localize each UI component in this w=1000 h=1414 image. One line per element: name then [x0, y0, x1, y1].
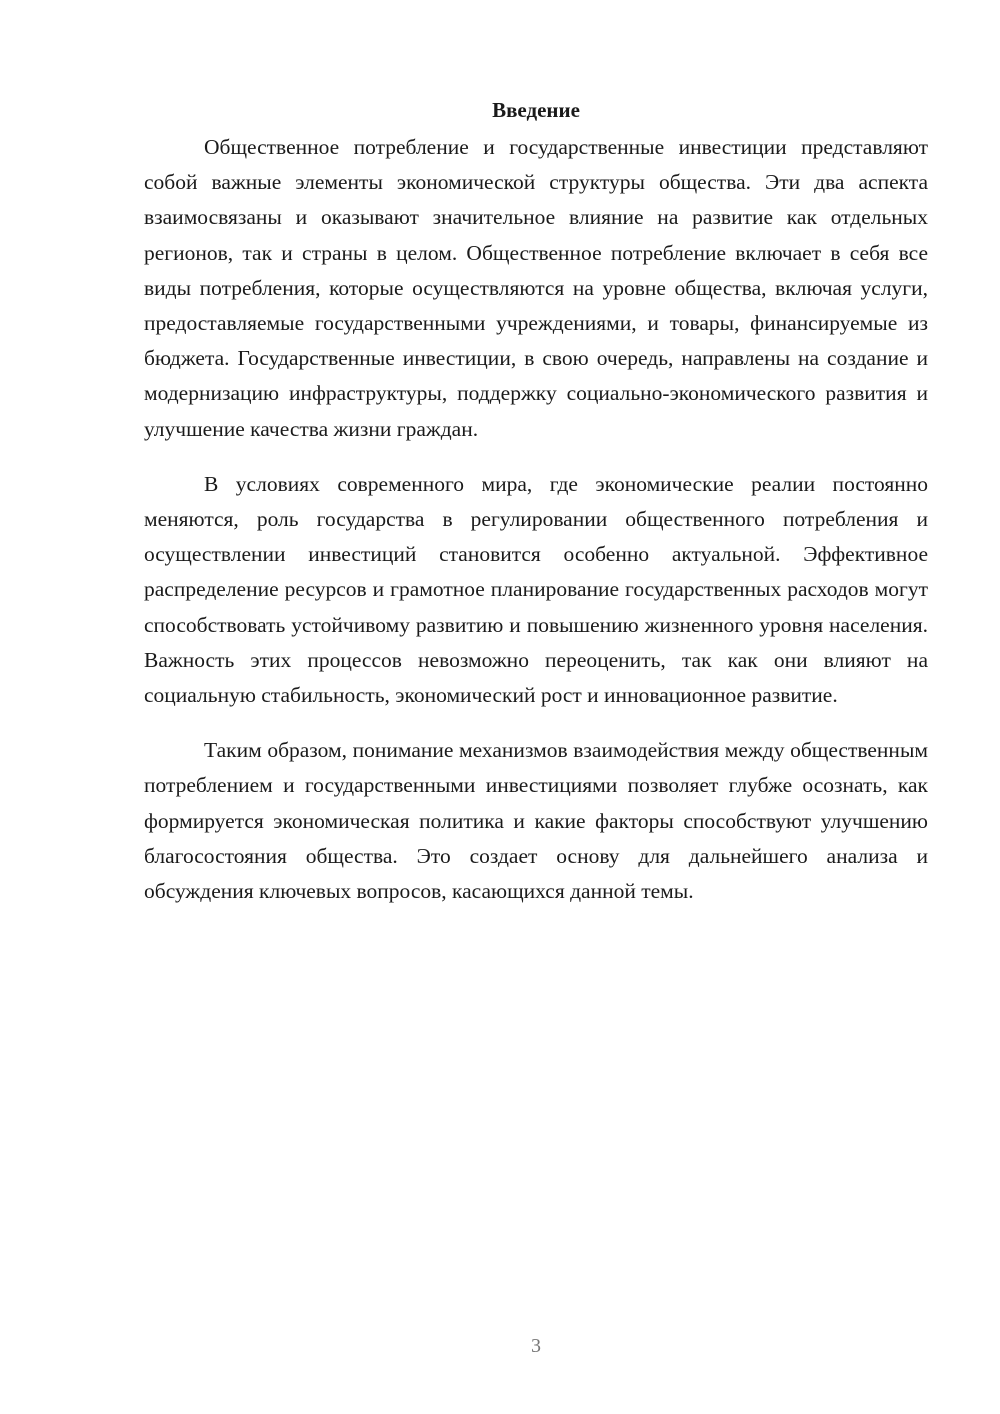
paragraph-2: В условиях современного мира, где экономические реалии постоянно меняются, роль государства в регулировании общественного потребления и осуществлении инвестиций становится особенно актуальной. Эффективное распределение ресурсов и грамотное планирование государственных расходов могут способствовать устойчивому развитию и повышению жизненного уровня населения. Важность этих процессов невозможно переоценить, так как они влияют на социальную стабильность, экономический рост и инновационное развитие.: [144, 471, 928, 708]
section-heading: Введение: [492, 98, 580, 122]
paragraph-3: Таким образом, понимание механизмов взаимодействия между общественным потреблением и государственными инвестициями позволяет глубже осознать, как формируется экономическая политика и какие факторы способствуют улучшению благосостояния общества. Это создает основу для дальнейшего анализа и обсуждения ключевых вопросов, касающихся данной темы.: [144, 738, 928, 904]
page-content: [144, 96, 928, 929]
page-number: 3: [531, 1335, 541, 1357]
paragraph-1: Общественное потребление и государственные инвестиции представляют собой важные элементы экономической структуры общества. Эти два аспекта взаимосвязаны и оказывают значительное влияние на развитие как отдельных регионов, так и страны в целом. Общественное потребление включает в себя все виды потребления, которые осуществляются на уровне общества, включая услуги, предоставляемые государственными учреждениями, и товары, финансируемые из бюджета. Государственные инвестиции, в свою очередь, направлены на создание и модернизацию инфраструктуры, поддержку социально-экономического развития и улучшение качества жизни граждан.: [144, 135, 928, 441]
